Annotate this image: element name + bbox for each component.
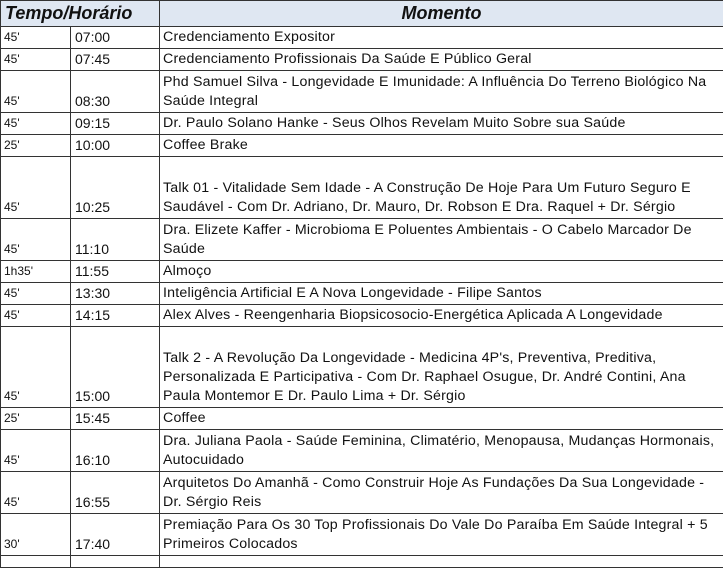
- moment-cell: Alex Alves - Reengenharia Biopsicosocio-Energética Aplicada A Longevidade: [160, 305, 723, 327]
- table-row: [1, 408, 723, 430]
- moment-cell: Almoço: [160, 261, 723, 283]
- duration-cell: 45': [1, 113, 71, 135]
- duration-cell: 30': [1, 514, 71, 556]
- duration-cell: 45': [1, 283, 71, 305]
- moment-cell: Coffee Brake: [160, 135, 723, 157]
- table-row: [1, 305, 723, 327]
- table-row: [1, 430, 723, 472]
- time-cell: 10:25: [71, 157, 160, 219]
- duration-cell: 25': [1, 408, 71, 430]
- moment-cell: Credenciamento Profissionais Da Saúde E Público Geral: [160, 49, 723, 71]
- time-cell: 15:00: [71, 327, 160, 408]
- table-row: [1, 219, 723, 261]
- duration-cell: 45': [1, 71, 71, 113]
- time-cell: 10:00: [71, 135, 160, 157]
- time-cell: 16:55: [71, 472, 160, 514]
- duration-cell: 45': [1, 472, 71, 514]
- moment-cell: Credenciamento Expositor: [160, 27, 723, 49]
- time-cell: 08:30: [71, 71, 160, 113]
- table-row: [1, 135, 723, 157]
- duration-cell: 45': [1, 430, 71, 472]
- table-row: [1, 27, 723, 49]
- table-row: [1, 261, 723, 283]
- duration-cell: [1, 556, 71, 568]
- moment-cell: Dr. Paulo Solano Hanke - Seus Olhos Revelam Muito Sobre sua Saúde: [160, 113, 723, 135]
- duration-cell: 45': [1, 49, 71, 71]
- moment-cell: Coffee: [160, 408, 723, 430]
- header-row: [1, 1, 723, 27]
- time-cell: 16:10: [71, 430, 160, 472]
- duration-cell: 45': [1, 27, 71, 49]
- table-row: [1, 49, 723, 71]
- time-cell: [71, 556, 160, 568]
- time-cell: 14:15: [71, 305, 160, 327]
- table-row: [1, 113, 723, 135]
- time-cell: 15:45: [71, 408, 160, 430]
- moment-header: Momento: [160, 1, 723, 27]
- moment-cell: Dra. Juliana Paola - Saúde Feminina, Climatério, Menopausa, Mudanças Hormonais, Autocuidado: [160, 430, 723, 472]
- table-row-cut-off: [1, 556, 723, 568]
- duration-cell: 45': [1, 219, 71, 261]
- moment-cell: Dra. Elizete Kaffer - Microbioma E Poluentes Ambientais - O Cabelo Marcador De Saúde: [160, 219, 723, 261]
- moment-cell: Premiação Para Os 30 Top Profissionais Do Vale Do Paraíba Em Saúde Integral + 5 Primeiros Colocados: [160, 514, 723, 556]
- duration-cell: 25': [1, 135, 71, 157]
- moment-cell: [160, 556, 723, 568]
- time-cell: 07:00: [71, 27, 160, 49]
- table-row: [1, 71, 723, 113]
- duration-cell: 45': [1, 157, 71, 219]
- time-header: Tempo/Horário: [1, 1, 160, 27]
- moment-cell: Phd Samuel Silva - Longevidade E Imunidade: A Influência Do Terreno Biológico Na Saúde Integral: [160, 71, 723, 113]
- moment-cell: Talk 2 - A Revolução Da Longevidade - Medicina 4P's, Preventiva, Preditiva, Personalizada E Participativa - Com Dr. Raphael Osugue, Dr. André Contini, Ana Paula Montemor E Dr. Paulo Lima + Dr. Sérgio: [160, 327, 723, 408]
- table-row: [1, 472, 723, 514]
- duration-cell: 1h35': [1, 261, 71, 283]
- duration-cell: 45': [1, 305, 71, 327]
- moment-cell: Arquitetos Do Amanhã - Como Construir Hoje As Fundações Da Sua Longevidade - Dr. Sérgio Reis: [160, 472, 723, 514]
- table-row: [1, 327, 723, 408]
- time-cell: 09:15: [71, 113, 160, 135]
- time-cell: 07:45: [71, 49, 160, 71]
- time-cell: 11:55: [71, 261, 160, 283]
- time-cell: 17:40: [71, 514, 160, 556]
- moment-cell: Talk 01 - Vitalidade Sem Idade - A Construção De Hoje Para Um Futuro Seguro E Saudável - Com Dr. Adriano, Dr. Mauro, Dr. Robson E Dra. Raquel + Dr. Sérgio: [160, 157, 723, 219]
- time-cell: 13:30: [71, 283, 160, 305]
- table-row: [1, 157, 723, 219]
- time-cell: 11:10: [71, 219, 160, 261]
- table-row: [1, 283, 723, 305]
- moment-cell: Inteligência Artificial E A Nova Longevidade - Filipe Santos: [160, 283, 723, 305]
- duration-cell: 45': [1, 327, 71, 408]
